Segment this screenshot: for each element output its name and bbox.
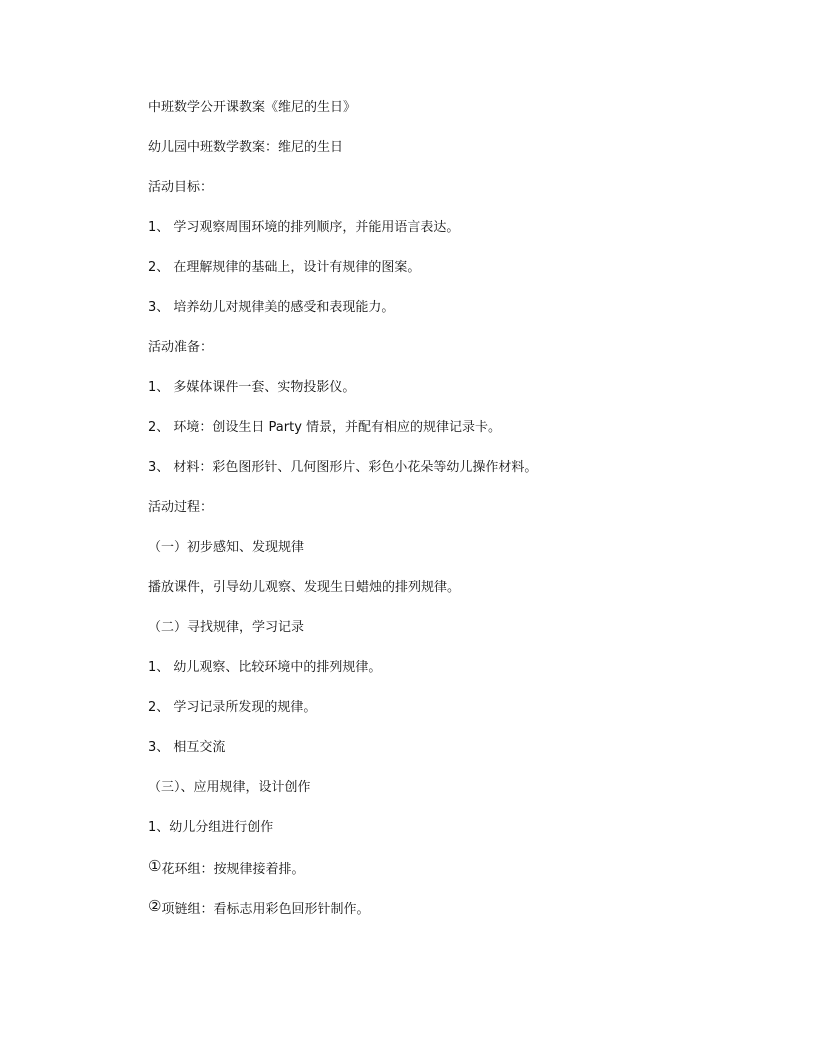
step-one-text: 播放课件，引导幼儿观察、发现生日蜡烛的排列规律。 xyxy=(148,580,461,595)
preparation-item: 1、 多媒体课件一套、实物投影仪。 xyxy=(148,380,356,395)
objective-item: 3、 培养幼儿对规律美的感受和表现能力。 xyxy=(148,300,395,315)
step-one-heading: （一）初步感知、发现规律 xyxy=(148,540,305,555)
group-item xyxy=(148,897,776,919)
process-heading: 活动过程： xyxy=(148,500,214,515)
preparation-item: 3、 材料：彩色图形针、几何图形片、彩色小花朵等幼儿操作材料。 xyxy=(148,460,538,475)
step-two-item: 3、 相互交流 xyxy=(148,740,226,755)
step-three-item: 1、幼儿分组进行创作 xyxy=(148,820,274,835)
group-item-text: 花环组：按规律接着排。 xyxy=(161,862,305,877)
objective-item: 1、 学习观察周围环境的排列顺序，并能用语言表达。 xyxy=(148,220,460,235)
step-two-item: 2、 学习记录所发现的规律。 xyxy=(148,700,317,715)
step-three-heading: （三）、应用规律，设计创作 xyxy=(148,780,311,795)
group-item-text: 项链组：看标志用彩色回形针制作。 xyxy=(161,902,370,917)
preparation-heading: 活动准备： xyxy=(148,340,214,355)
objectives-heading: 活动目标： xyxy=(148,180,214,195)
circled-number-marker: ① xyxy=(148,857,162,875)
group-item xyxy=(148,857,776,879)
document-title: 中班数学公开课教案《维尼的生日》 xyxy=(148,100,357,115)
step-two-item: 1、 幼儿观察、比较环境中的排列规律。 xyxy=(148,660,382,675)
document-subtitle: 幼儿园中班数学教案：维尼的生日 xyxy=(148,140,344,155)
step-two-heading: （二）寻找规律，学习记录 xyxy=(148,620,305,635)
objective-item: 2、 在理解规律的基础上，设计有规律的图案。 xyxy=(148,260,421,275)
preparation-item: 2、 环境：创设生日 Party 情景，并配有相应的规律记录卡。 xyxy=(148,420,502,435)
circled-number-marker: ② xyxy=(148,897,162,915)
